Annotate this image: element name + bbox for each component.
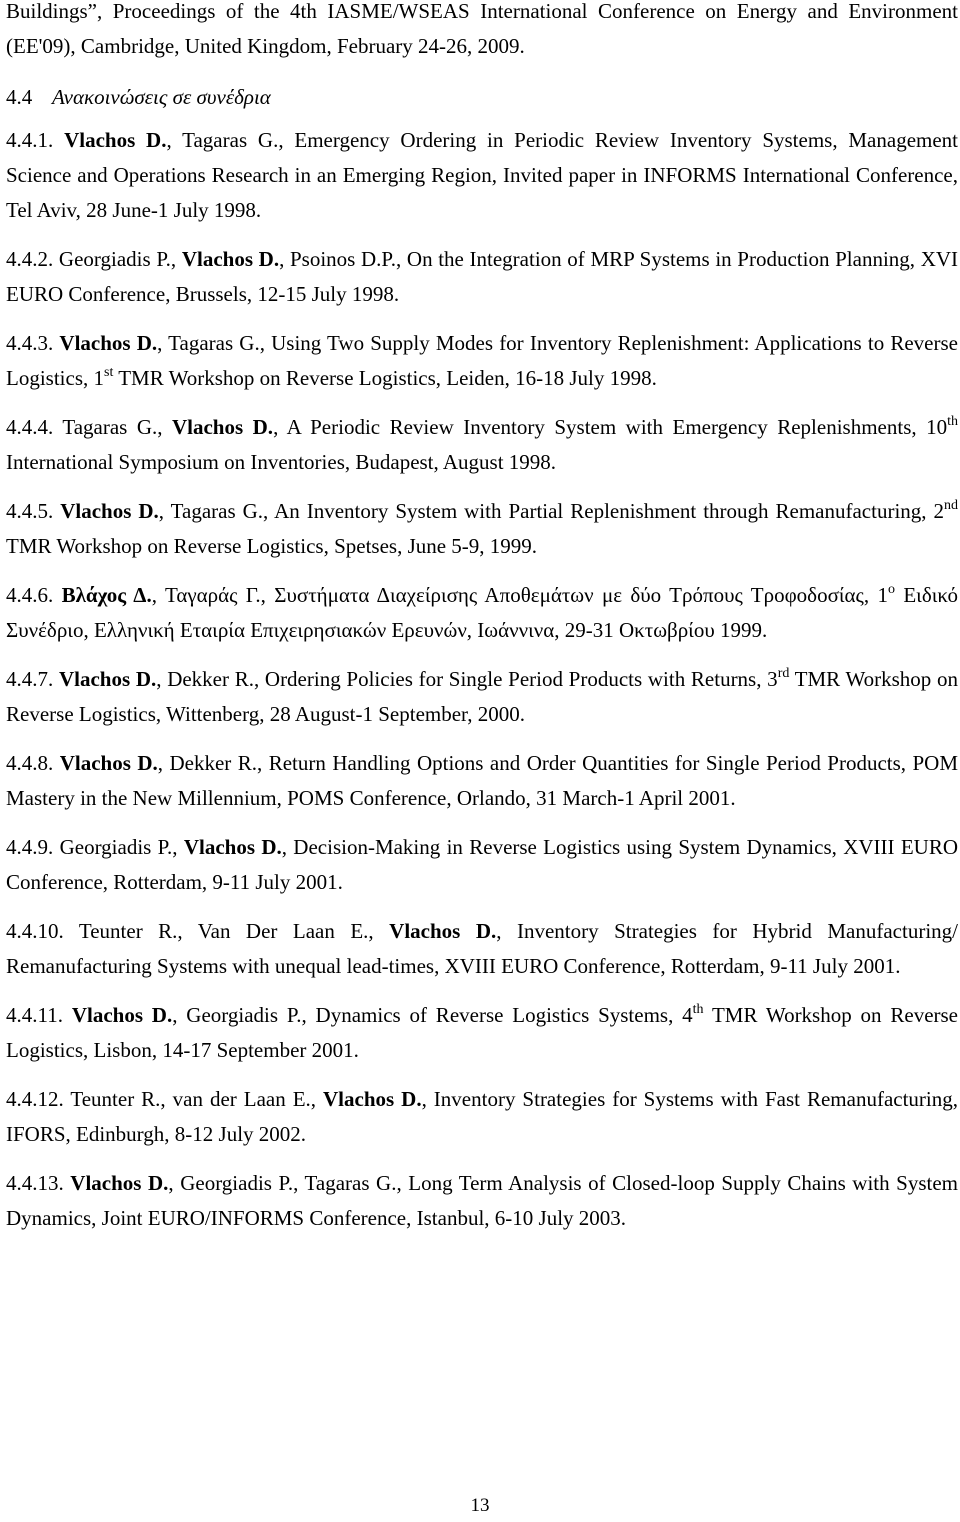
conference-publication-entry <box>6 662 958 732</box>
author-name-bold: Βλάχος Δ. <box>61 583 152 607</box>
ordinal-superscript: th <box>692 1002 704 1017</box>
author-name-bold: Vlachos D. <box>183 835 282 859</box>
reference-text: Ειδικό Συνέδριο, Ελληνική Εταιρία Επιχειρησιακών Ερευνών, Ιωάννινα, 29-31 Οκτωβρίου 1999. <box>6 583 958 642</box>
reference-text: , Tagaras G., Using Two Supply Modes for Inventory Replenishment: Applications to Reverse Logistics, 1 <box>6 331 958 390</box>
reference-text: , A Periodic Review Inventory System with Emergency Replenishments, 10 <box>273 415 948 439</box>
author-name-bold: Vlachos D. <box>389 919 497 943</box>
ordinal-superscript: o <box>887 582 895 597</box>
conference-publication-entry <box>6 830 958 900</box>
author-name-bold: Vlachos D. <box>70 1171 169 1195</box>
author-name-bold: Vlachos D. <box>71 1003 173 1027</box>
conference-publication-entry <box>6 578 958 648</box>
reference-text: , Dekker R., Ordering Policies for Single Period Products with Returns, 3 <box>156 667 778 691</box>
ordinal-superscript: th <box>947 414 958 429</box>
reference-text: TMR Workshop on Reverse Logistics, Lisbon, 14-17 September 2001. <box>6 1003 959 1062</box>
entry-number: 4.4.10. <box>6 919 64 943</box>
reference-text: TMR Workshop on Reverse Logistics, Wittenberg, 28 August-1 September, 2000. <box>6 667 959 726</box>
entry-number: 4.4.4. <box>6 415 54 439</box>
conference-publication-entry <box>6 746 958 816</box>
reference-text: , Inventory Strategies for Hybrid Manufacturing/ Remanufacturing Systems with unequal lead-times, XVIII EURO Conference, Rotterdam, 9-11 July 2001. <box>6 919 958 978</box>
entry-number: 4.4.11. <box>6 1003 63 1027</box>
reference-text: Teunter R., Van Der Laan E., <box>78 919 390 943</box>
author-name-bold: Vlachos D. <box>64 128 167 152</box>
document-page <box>6 0 958 1236</box>
reference-text: , Psoinos D.P., On the Integration of MRP Systems in Production Planning, XVI EURO Conference, Brussels, 12-15 July 1998. <box>6 247 959 306</box>
conference-publication-entry <box>6 410 958 480</box>
author-name-bold: Vlachos D. <box>59 331 158 355</box>
reference-text: , Dekker R., Return Handling Options and Order Quantities for Single Period Products, POM Mastery in the New Millennium, POMS Conference, Orlando, 31 March-1 April 2001. <box>6 751 959 810</box>
entry-number: 4.4.2. <box>6 247 54 271</box>
section-title: Ανακοινώσεις σε συνέδρια <box>52 85 271 109</box>
conference-publication-entry <box>6 1082 958 1152</box>
entry-number: 4.4.3. <box>6 331 54 355</box>
ordinal-superscript: rd <box>777 666 790 681</box>
conference-publication-entry <box>6 998 958 1068</box>
section-number: 4.4 <box>6 85 33 109</box>
reference-text: TMR Workshop on Reverse Logistics, Spetses, June 5-9, 1999. <box>6 534 538 558</box>
reference-text: Georgiadis P., <box>59 835 184 859</box>
entry-number: 4.4.7. <box>6 667 54 691</box>
author-name-bold: Vlachos D. <box>59 751 158 775</box>
reference-text: Tagaras G., <box>62 415 172 439</box>
conference-publication-list <box>6 123 958 1236</box>
entry-number: 4.4.9. <box>6 835 54 859</box>
reference-text: , Georgiadis P., Tagaras G., Long Term Analysis of Closed-loop Supply Chains with System Dynamics, Joint EURO/INFORMS Conference, Istanbul, 6-10 July 2003. <box>6 1171 958 1230</box>
entry-number: 4.4.8. <box>6 751 54 775</box>
ordinal-superscript: nd <box>944 498 958 513</box>
reference-text: , Decision-Making in Reverse Logistics using System Dynamics, XVIII EURO Conference, Rotterdam, 9-11 July 2001. <box>6 835 958 894</box>
reference-text: , Tagaras G., Emergency Ordering in Periodic Review Inventory Systems, Management Science and Operations Research in an Emerging Region, Invited paper in INFORMS International Conference, Tel Aviv, 28 June-1 July 1998. <box>6 128 959 222</box>
author-name-bold: Vlachos D. <box>323 1087 422 1111</box>
author-name-bold: Vlachos D. <box>58 667 157 691</box>
reference-text: , Inventory Strategies for Systems with Fast Remanufacturing, IFORS, Edinburgh, 8-12 July 2002. <box>6 1087 958 1146</box>
reference-text: International Symposium on Inventories, Budapest, August 1998. <box>6 450 557 474</box>
entry-number: 4.4.5. <box>6 499 54 523</box>
conference-publication-entry <box>6 1166 958 1236</box>
entry-number: 4.4.1. <box>6 128 54 152</box>
author-name-bold: Vlachos D. <box>60 499 159 523</box>
reference-text: , Ταγαράς Γ., Συστήματα Διαχείρισης Αποθεμάτων με δύο Τρόπους Τροφοδοσίας, 1 <box>151 583 888 607</box>
section-heading <box>6 80 958 115</box>
conference-publication-entry <box>6 123 958 228</box>
reference-text: , Georgiadis P., Dynamics of Reverse Logistics Systems, 4 <box>172 1003 693 1027</box>
author-name-bold: Vlachos D. <box>171 415 274 439</box>
conference-publication-entry <box>6 242 958 312</box>
reference-text: Georgiadis P., <box>58 247 182 271</box>
reference-text: TMR Workshop on Reverse Logistics, Leiden, 16-18 July 1998. <box>113 366 657 390</box>
entry-number: 4.4.13. <box>6 1171 64 1195</box>
author-name-bold: Vlachos D. <box>181 247 280 271</box>
page-number: 13 <box>470 1495 490 1516</box>
entry-number: 4.4.12. <box>6 1087 64 1111</box>
reference-text: Teunter R., van der Laan E., <box>70 1087 323 1111</box>
ordinal-superscript: st <box>104 365 114 380</box>
reference-text: , Tagaras G., An Inventory System with Partial Replenishment through Remanufacturing, 2 <box>158 499 944 523</box>
conference-publication-entry <box>6 914 958 984</box>
conference-publication-entry <box>6 494 958 564</box>
continued-reference-text: Buildings”, Proceedings of the 4th IASME/WSEAS International Conference on Energy and Environment (EE'09), Cambridge, United Kingdom, February 24-26, 2009. <box>6 0 958 58</box>
entry-number: 4.4.6. <box>6 583 54 607</box>
conference-publication-entry <box>6 326 958 396</box>
